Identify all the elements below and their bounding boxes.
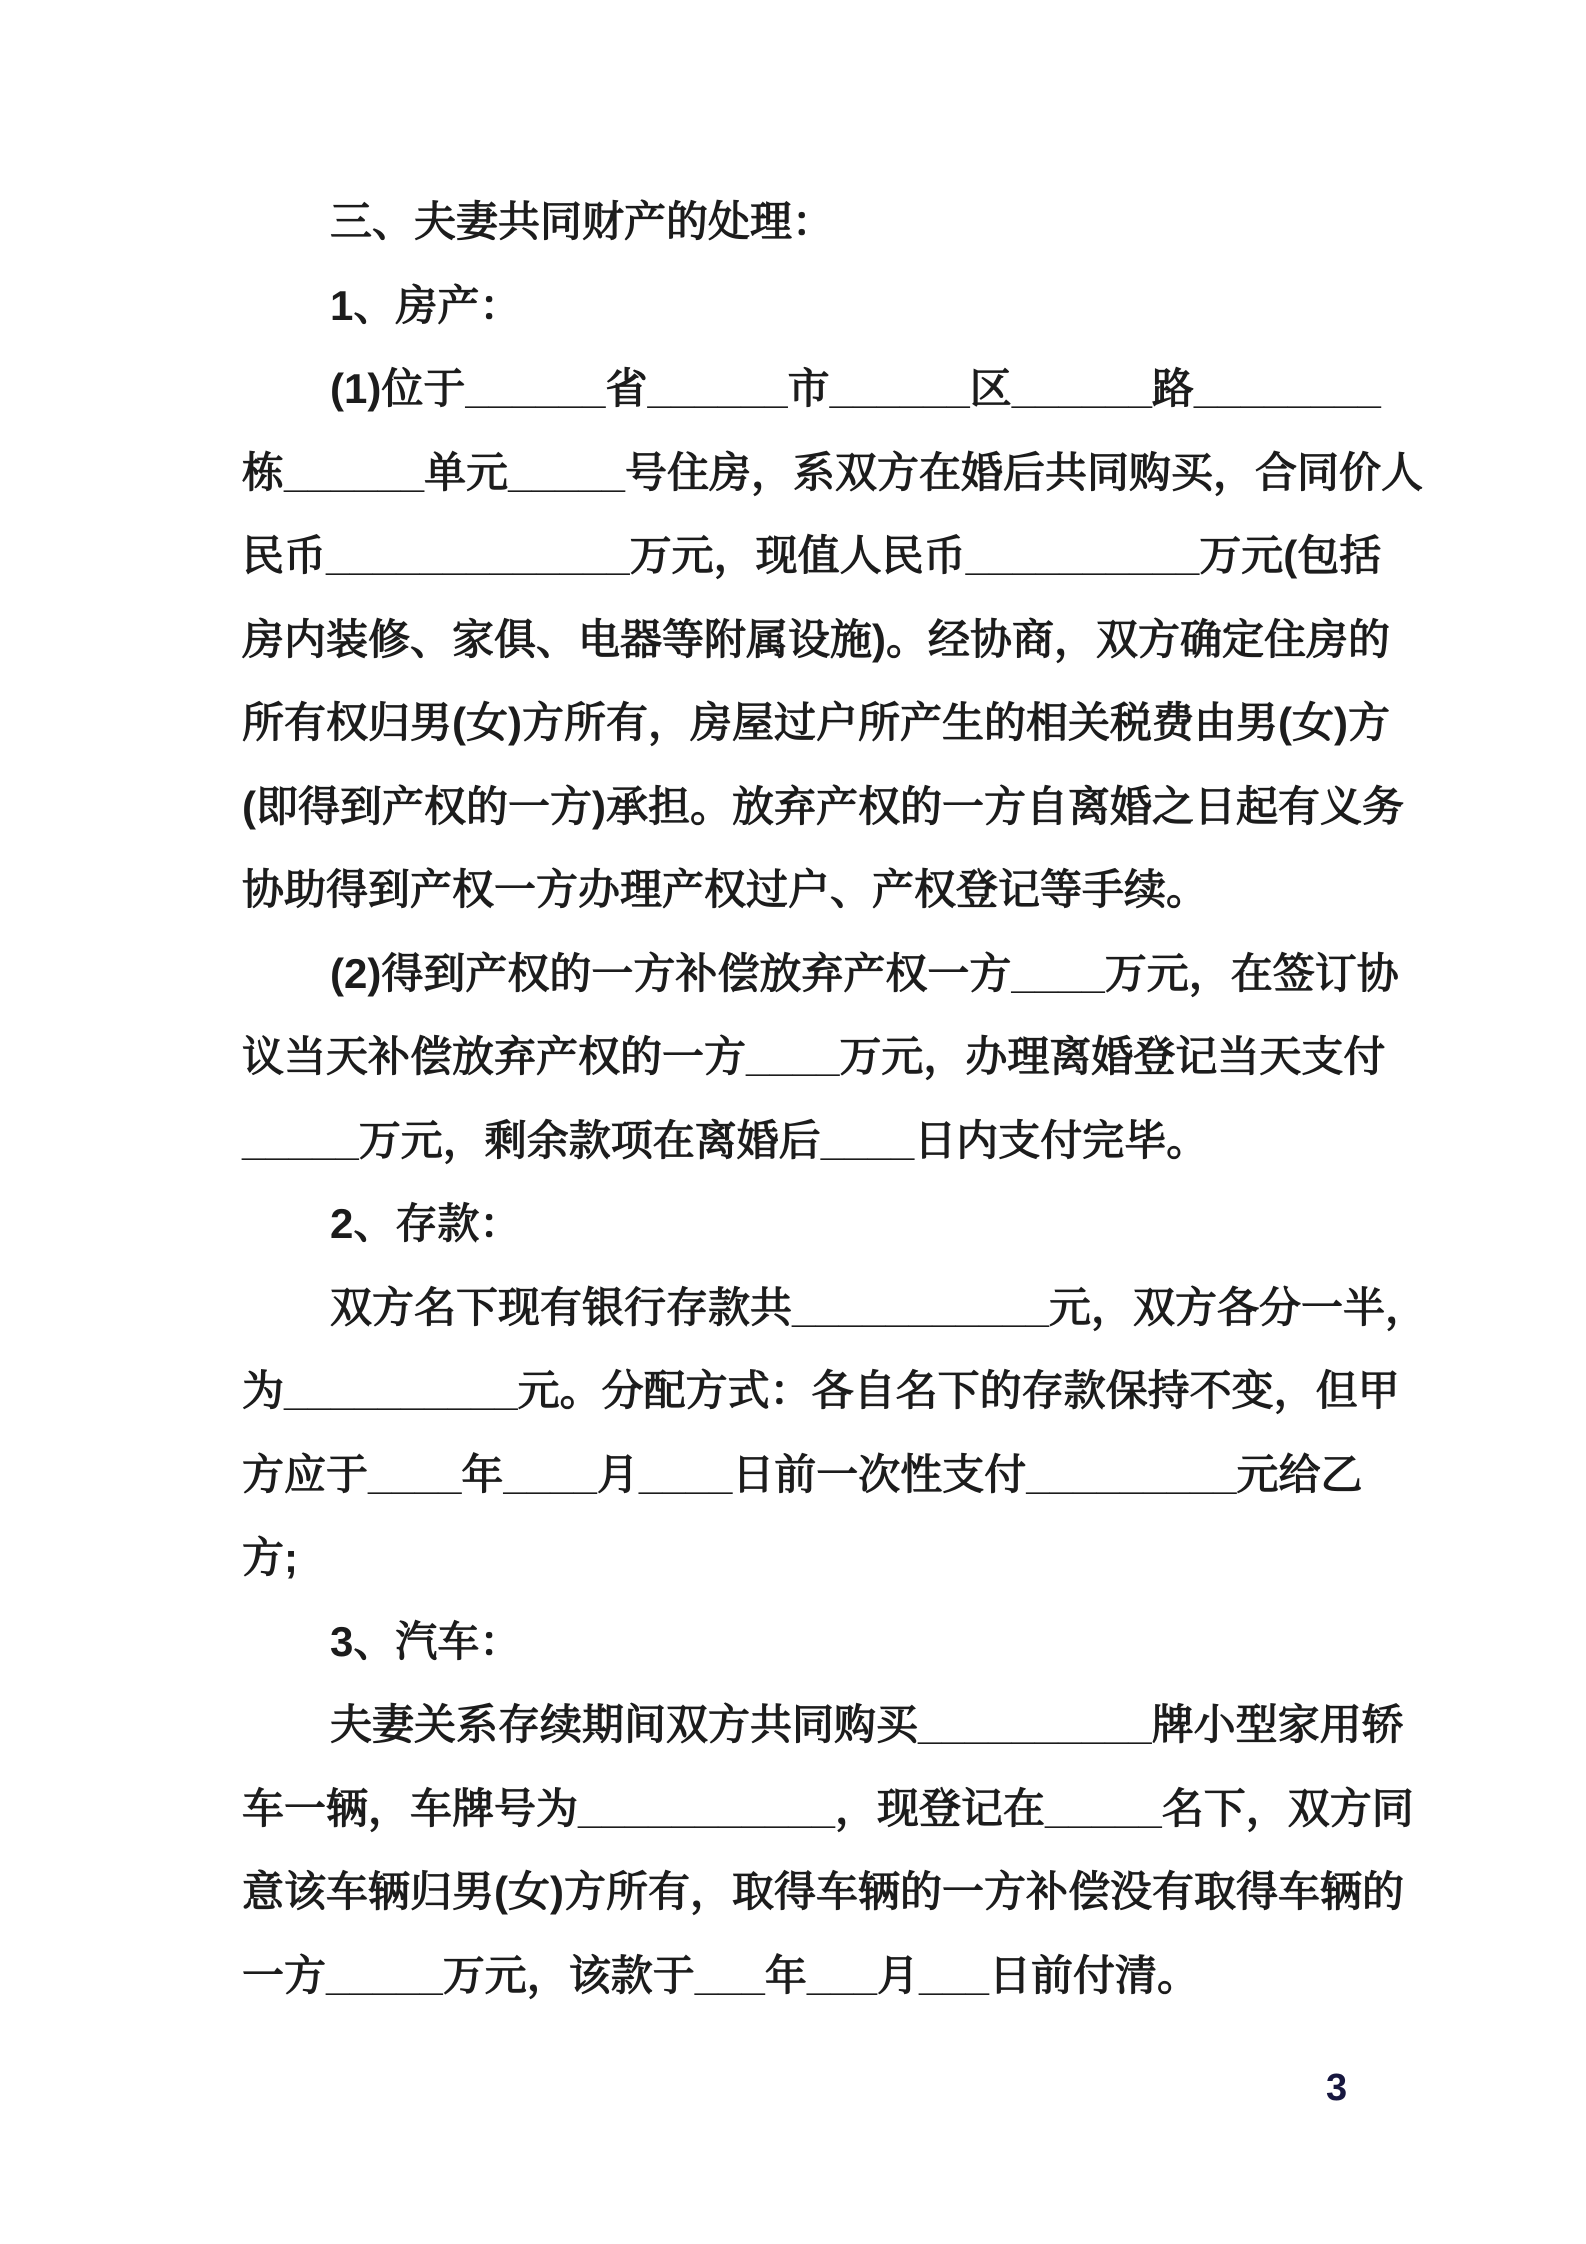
document-line: 协助得到产权一方办理产权过户、产权登记等手续。 — [242, 866, 1209, 913]
document-line: 房内装修、家俱、电器等附属设施)。经协商，双方确定住房的 — [242, 615, 1390, 663]
document-line: 1、房产： — [330, 281, 522, 329]
document-line: 一方_____万元，该款于___年___月___日前付清。 — [242, 1951, 1200, 1999]
document-line: 车一辆，车牌号为___________，现登记在_____名下，双方同 — [242, 1784, 1414, 1832]
page-number: 3 — [1326, 2067, 1348, 2109]
document-line: 方; — [242, 1534, 298, 1581]
document-line: 所有权归男(女)方所有，房屋过户所产生的相关税费由男(女)方 — [242, 699, 1390, 746]
document-line: (1)位于______省______市______区______路________ — [330, 365, 1381, 412]
document-line: 三、夫妻共同财产的处理： — [330, 198, 835, 245]
document-line: 夫妻关系存续期间双方共同购买__________牌小型家用轿 — [330, 1701, 1404, 1748]
document-line: 2、存款： — [330, 1200, 522, 1247]
document-line: (2)得到产权的一方补偿放弃产权一方____万元，在签订协 — [330, 949, 1399, 997]
document-line: 为__________元。分配方式：各自名下的存款保持不变，但甲 — [242, 1367, 1400, 1414]
document-line: 3、汽车： — [330, 1617, 522, 1665]
document-line: 意该车辆归男(女)方所有，取得车辆的一方补偿没有取得车辆的 — [242, 1868, 1404, 1915]
document-line: 民币_____________万元，现值人民币__________万元(包括 — [242, 532, 1382, 579]
document-line: (即得到产权的一方)承担。放弃产权的一方自离婚之日起有义务 — [242, 782, 1404, 830]
document-line: 双方名下现有银行存款共___________元，双方各分一半， — [330, 1283, 1427, 1331]
document-line: 栋______单元_____号住房，系双方在婚后共同购买，合同价人 — [242, 448, 1423, 496]
document-line: _____万元，剩余款项在离婚后____日内支付完毕。 — [242, 1116, 1209, 1164]
document-line: 议当天补偿放弃产权的一方____万元，办理离婚登记当天支付 — [242, 1033, 1386, 1080]
document-line: 方应于____年____月____日前一次性支付_________元给乙 — [242, 1450, 1363, 1498]
document-body — [242, 180, 1427, 2017]
